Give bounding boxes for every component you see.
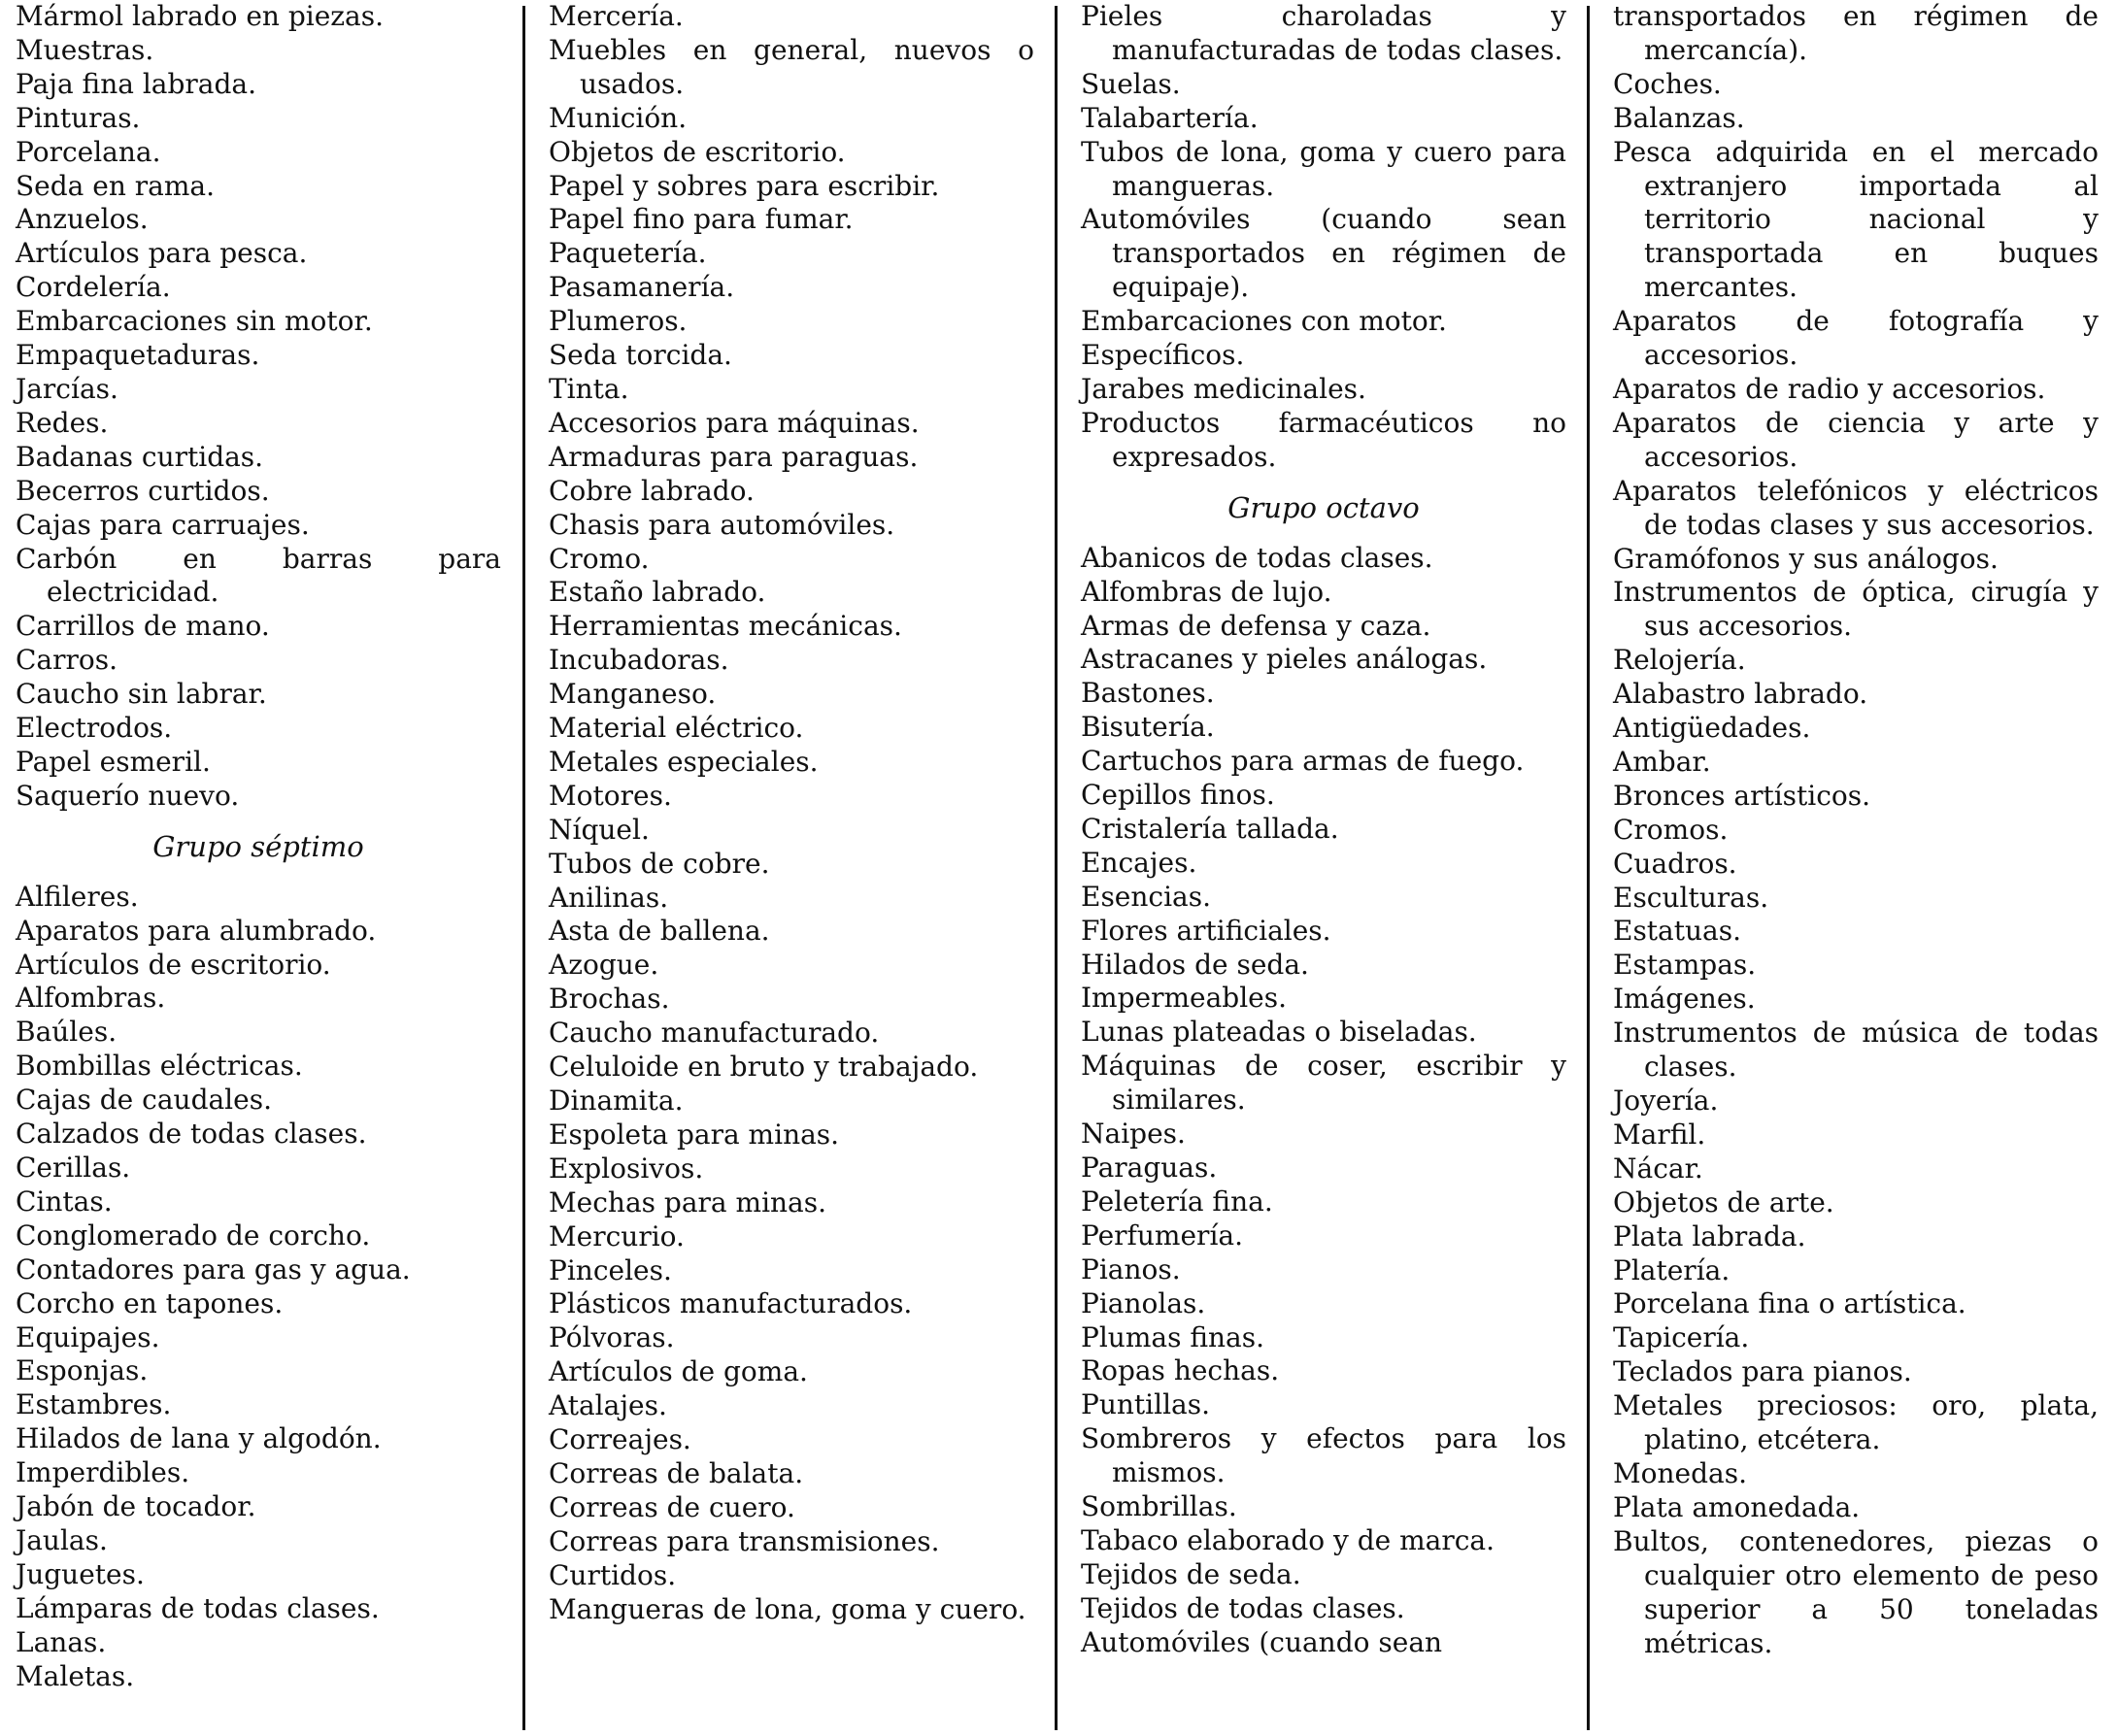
item-list	[549, 0, 1034, 1627]
list-item: Munición.	[549, 101, 688, 134]
list-item: Espoleta para minas.	[549, 1118, 840, 1151]
list-item: Lunas plateadas o biseladas.	[1081, 1016, 1477, 1049]
list-item: Imágenes.	[1613, 983, 1756, 1016]
list-item: Plásticos manufacturados.	[549, 1287, 913, 1320]
list-item: Plumas finas.	[1081, 1320, 1265, 1353]
list-item: Carrillos de mano.	[16, 610, 270, 643]
list-item: Marfil.	[1613, 1118, 1706, 1151]
list-item: Muebles en general, nuevos o usados.	[549, 33, 1034, 100]
list-item: Anzuelos.	[16, 203, 149, 236]
list-item: Becerros curtidos.	[16, 474, 270, 507]
list-item: Cuadros.	[1613, 847, 1737, 880]
list-item: Bronces artísticos.	[1613, 779, 1871, 812]
column-rule	[522, 6, 525, 1730]
list-item: Automóviles (cuando sean transportados en régimen de equipaje).	[1081, 203, 1566, 304]
list-item: Tapicería.	[1613, 1321, 1750, 1354]
list-item: Monedas.	[1613, 1456, 1748, 1489]
list-item: Artículos de escritorio.	[16, 948, 331, 981]
list-item: Naipes.	[1081, 1118, 1186, 1151]
text-column-3	[1081, 0, 1566, 1736]
list-item: Porcelana fina o artística.	[1613, 1287, 1966, 1320]
list-item: Cajas de caudales.	[16, 1084, 272, 1117]
list-item: Sombrillas.	[1081, 1490, 1237, 1523]
list-item: Cromos.	[1613, 813, 1729, 846]
list-item: Azogue.	[549, 949, 659, 982]
list-item: Pesca adquirida en el mercado extranjero importada al territorio nacional y transportada en buques mercantes.	[1613, 135, 2099, 304]
list-item: Carbón en barras para electricidad.	[16, 542, 501, 609]
list-item: Máquinas de coser, escribir y similares.	[1081, 1050, 1566, 1117]
list-item: Manganeso.	[549, 678, 717, 711]
list-item: Mangueras de lona, goma y cuero.	[549, 1592, 1026, 1625]
list-item: Estambres.	[16, 1388, 172, 1421]
list-item: Muestras.	[16, 33, 154, 66]
list-item: Hilados de seda.	[1081, 948, 1309, 981]
list-item: Antigüedades.	[1613, 712, 1811, 745]
list-item: Paquetería.	[549, 237, 707, 270]
list-item: Plumeros.	[549, 305, 688, 338]
section-heading-grupo-septimo: Grupo séptimo	[152, 829, 364, 863]
list-item: Jarabes medicinales.	[1081, 372, 1366, 405]
list-item: Tejidos de seda.	[1081, 1557, 1301, 1590]
list-item: Bisutería.	[1081, 711, 1215, 744]
list-item: Suelas.	[1081, 67, 1181, 100]
list-item: Bombillas eléctricas.	[16, 1050, 303, 1083]
list-item: Badanas curtidas.	[16, 440, 264, 473]
list-item: Aparatos para alumbrado.	[16, 914, 377, 947]
list-item: Coches.	[1613, 67, 1722, 100]
list-item: Puntillas.	[1081, 1388, 1210, 1421]
list-item: Hilados de lana y algodón.	[16, 1422, 382, 1455]
list-item: Empaquetaduras.	[16, 339, 260, 372]
list-item: Gramófonos y sus análogos.	[1613, 542, 1999, 575]
list-item: Embarcaciones sin motor.	[16, 305, 373, 338]
list-item: Talabartería.	[1081, 101, 1259, 134]
list-item: Correas de cuero.	[549, 1490, 795, 1523]
list-item: Objetos de arte.	[1613, 1185, 1834, 1219]
list-item: Equipajes.	[16, 1320, 160, 1353]
list-item: Plata amonedada.	[1613, 1490, 1861, 1523]
item-list	[1613, 0, 2099, 1660]
list-item: Estampas.	[1613, 949, 1757, 982]
list-item: Aparatos telefónicos y eléctricos de todas clases y sus accesorios.	[1613, 474, 2099, 541]
list-item: Mercurio.	[549, 1219, 685, 1252]
list-item: Armas de defensa y caza.	[1081, 609, 1431, 642]
list-item: Bastones.	[1081, 677, 1215, 710]
section-heading-grupo-octavo: Grupo octavo	[1227, 490, 1420, 524]
list-item: Asta de ballena.	[549, 915, 770, 948]
list-item: Metales especiales.	[549, 745, 819, 778]
list-item: Alfombras de lujo.	[1081, 575, 1332, 608]
list-item: Impermeables.	[1081, 982, 1288, 1015]
list-item: Pasamanería.	[549, 271, 735, 304]
list-item: Pólvoras.	[549, 1321, 675, 1354]
list-item: Artículos para pesca.	[16, 237, 308, 270]
list-item: Seda en rama.	[16, 169, 215, 202]
list-item: Perfumería.	[1081, 1219, 1243, 1252]
list-item: Porcelana.	[16, 135, 161, 168]
item-list	[1081, 0, 1566, 475]
column-rule	[1587, 6, 1590, 1730]
list-item: Armaduras para paraguas.	[549, 440, 919, 473]
list-item: Conglomerado de corcho.	[16, 1219, 371, 1252]
list-item: Imperdibles.	[16, 1456, 190, 1489]
list-item: Aparatos de fotografía y accesorios.	[1613, 305, 2099, 372]
list-item: Paraguas.	[1081, 1152, 1218, 1184]
list-item: Plata labrada.	[1613, 1219, 1806, 1252]
list-item: Pinceles.	[549, 1253, 672, 1286]
list-item: Corcho en tapones.	[16, 1286, 284, 1319]
list-item: Lanas.	[16, 1625, 107, 1658]
list-item: Pianolas.	[1081, 1286, 1206, 1319]
list-item: Maletas.	[16, 1659, 135, 1692]
list-item: Alfombras.	[16, 982, 166, 1015]
list-item: Cepillos finos.	[1081, 779, 1275, 812]
list-item: Caucho manufacturado.	[549, 1017, 880, 1050]
list-item: Pinturas.	[16, 101, 141, 134]
list-item: Ropas hechas.	[1081, 1354, 1280, 1387]
list-item: Automóviles (cuando sean	[1081, 1625, 1443, 1658]
list-item: Contadores para gas y agua.	[16, 1252, 411, 1285]
list-item: Incubadoras.	[549, 644, 729, 677]
list-item: Seda torcida.	[549, 339, 732, 372]
list-item: Jarcías.	[16, 372, 118, 405]
list-item: Cintas.	[16, 1185, 113, 1218]
list-item: Cobre labrado.	[549, 474, 755, 507]
list-item: Cromo.	[549, 542, 650, 575]
list-item: Instrumentos de música de todas clases.	[1613, 1017, 2099, 1084]
list-item: Carros.	[16, 644, 118, 677]
list-item: Cristalería tallada.	[1081, 812, 1339, 845]
list-item: Tubos de lona, goma y cuero para mangueras.	[1081, 135, 1566, 202]
list-item: Relojería.	[1613, 644, 1746, 677]
list-item: Artículos de goma.	[549, 1355, 808, 1388]
list-item: Balanzas.	[1613, 101, 1745, 134]
list-item: Peletería fina.	[1081, 1185, 1273, 1218]
list-item: Aparatos de radio y accesorios.	[1613, 372, 2046, 405]
list-item: Tabaco elaborado y de marca.	[1081, 1523, 1495, 1556]
list-item: Saquerío nuevo.	[16, 779, 240, 812]
list-item: Dinamita.	[549, 1085, 684, 1117]
list-item: Metales preciosos: oro, plata, platino, etcétera.	[1613, 1389, 2099, 1456]
list-item: Mármol labrado en piezas.	[16, 0, 385, 32]
list-item: Estaño labrado.	[549, 576, 766, 609]
list-item: Cordelería.	[16, 271, 171, 304]
list-item: Instrumentos de óptica, cirugía y sus accesorios.	[1613, 576, 2099, 643]
list-item: Mechas para minas.	[549, 1185, 827, 1219]
list-item: Productos farmacéuticos no expresados.	[1081, 406, 1566, 473]
list-item: Curtidos.	[549, 1558, 677, 1591]
item-list	[16, 881, 501, 1694]
column-rule	[1055, 6, 1058, 1730]
text-column-2	[549, 0, 1034, 1736]
list-item: Lámparas de todas clases.	[16, 1591, 380, 1624]
list-item: Brochas.	[549, 983, 670, 1016]
list-item: Ambar.	[1613, 745, 1711, 778]
list-item: Específicos.	[1081, 339, 1245, 372]
item-list	[16, 0, 501, 814]
list-item: Sombreros y efectos para los mismos.	[1081, 1422, 1566, 1489]
list-item: Jabón de tocador.	[16, 1490, 256, 1523]
list-item: Esponjas.	[16, 1354, 149, 1387]
list-item: Calzados de todas clases.	[16, 1118, 367, 1151]
list-item: Encajes.	[1081, 846, 1197, 879]
list-item: Herramientas mecánicas.	[549, 610, 902, 643]
list-item: Motores.	[549, 779, 672, 812]
list-item: Pianos.	[1081, 1252, 1181, 1285]
list-item: Cartuchos para armas de fuego.	[1081, 745, 1525, 778]
list-item: Esculturas.	[1613, 881, 1769, 914]
list-item: Caucho sin labrar.	[16, 678, 267, 711]
list-item: Níquel.	[549, 813, 650, 846]
list-item: Nácar.	[1613, 1152, 1703, 1185]
list-item: Objetos de escritorio.	[549, 135, 846, 168]
list-item: Atalajes.	[549, 1389, 667, 1422]
list-item: Electrodos.	[16, 712, 173, 745]
list-item: Tejidos de todas clases.	[1081, 1591, 1405, 1624]
list-item: Chasis para automóviles.	[549, 508, 895, 541]
list-item: Abanicos de todas clases.	[1081, 541, 1433, 574]
list-item: Alfileres.	[16, 880, 139, 913]
list-item: Explosivos.	[549, 1152, 704, 1185]
list-item: Estatuas.	[1613, 915, 1742, 948]
list-item: Embarcaciones con motor.	[1081, 305, 1447, 338]
list-item: Pieles charoladas y manufacturadas de todas clases.	[1081, 0, 1566, 66]
list-item: Aparatos de ciencia y arte y accesorios.	[1613, 406, 2099, 473]
list-item: Jaulas.	[16, 1523, 108, 1556]
list-item: Material eléctrico.	[549, 712, 804, 745]
item-list	[1081, 542, 1566, 1660]
list-item: Correas de balata.	[549, 1456, 804, 1489]
list-item: Joyería.	[1613, 1085, 1719, 1117]
list-item: Cerillas.	[16, 1152, 131, 1184]
list-item: Teclados para pianos.	[1613, 1355, 1912, 1388]
list-item: Cajas para carruajes.	[16, 508, 310, 541]
list-item: Papel esmeril.	[16, 745, 211, 778]
list-item: transportados en régimen de mercancía).	[1613, 0, 2099, 66]
list-item: Alabastro labrado.	[1613, 678, 1868, 711]
list-item: Accesorios para máquinas.	[549, 406, 920, 439]
list-item: Papel fino para fumar.	[549, 203, 854, 236]
list-item: Correas para transmisiones.	[549, 1524, 940, 1557]
list-item: Tubos de cobre.	[549, 847, 770, 880]
list-item: Anilinas.	[549, 881, 669, 914]
list-item: Platería.	[1613, 1253, 1731, 1286]
list-item: Paja fina labrada.	[16, 67, 257, 100]
list-item: Redes.	[16, 406, 109, 439]
text-column-4	[1613, 0, 2099, 1736]
text-column-1	[16, 0, 501, 1736]
list-item: Baúles.	[16, 1016, 118, 1049]
list-item: Papel y sobres para escribir.	[549, 169, 940, 202]
list-item: Bultos, contenedores, piezas o cualquier otro elemento de peso superior a 50 toneladas métricas.	[1613, 1524, 2099, 1659]
list-item: Celuloide en bruto y trabajado.	[549, 1051, 979, 1084]
list-item: Mercería.	[549, 0, 684, 32]
list-item: Correajes.	[549, 1423, 691, 1456]
list-item: Flores artificiales.	[1081, 914, 1331, 947]
list-item: Juguetes.	[16, 1557, 145, 1590]
list-item: Esencias.	[1081, 880, 1212, 913]
list-item: Astracanes y pieles análogas.	[1081, 643, 1488, 676]
list-item: Tinta.	[549, 372, 629, 405]
